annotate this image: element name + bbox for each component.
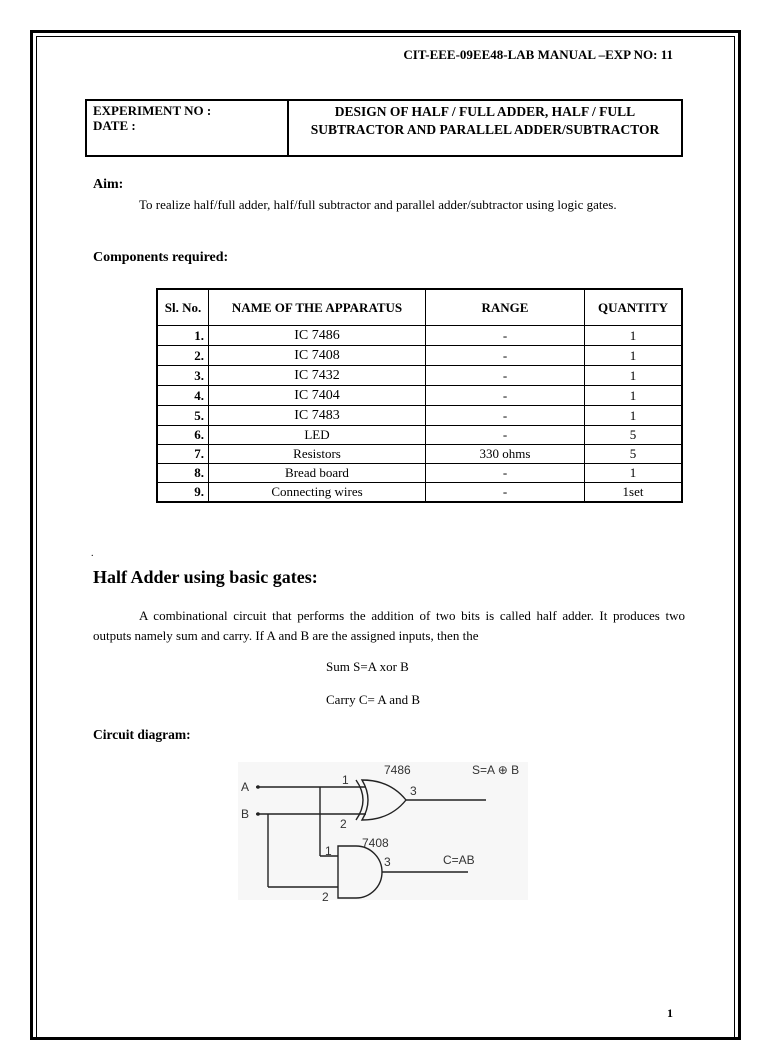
and-pin-1: 1 [325,844,332,858]
row-name: IC 7486 [209,325,426,345]
sum-equation: Sum S=A xor B [326,659,409,674]
row-range: - [426,365,585,385]
row-range: - [426,385,585,405]
table-row [157,405,682,425]
row-range: - [426,425,585,444]
row-sl: 5. [157,405,209,425]
row-qty: 1 [585,463,683,482]
row-range: - [426,405,585,425]
row-qty: 1 [585,405,683,425]
row-range: - [426,482,585,502]
and-ic-label: 7408 [362,836,389,850]
row-qty: 5 [585,444,683,463]
row-range: 330 ohms [426,444,585,463]
row-name: IC 7404 [209,385,426,405]
input-a-dot [256,785,260,789]
row-range: - [426,345,585,365]
aim-heading: Aim: [93,177,124,192]
row-name: LED [209,425,426,444]
experiment-meta-cell [87,101,289,155]
xor-ic-label: 7486 [384,763,411,777]
page-number: 1 [667,1006,673,1020]
experiment-no-label: EXPERIMENT NO : [93,103,212,118]
col-header-quantity: QUANTITY [585,289,683,325]
half-adder-heading: Half Adder using basic gates: [93,567,318,587]
row-name: IC 7483 [209,405,426,425]
and-pin-2: 2 [322,890,329,903]
row-qty: 1 [585,325,683,345]
row-qty: 1 [585,345,683,365]
stray-dot: . [91,548,94,559]
row-name: Resistors [209,444,426,463]
input-b-label: B [241,807,250,821]
row-sl: 4. [157,385,209,405]
row-qty: 1 [585,385,683,405]
row-sl: 9. [157,482,209,502]
manual-reference: CIT-EEE-09EE48-LAB MANUAL –EXP NO: 11 [403,47,673,62]
table-row [157,345,682,365]
xor-pin-1: 1 [342,773,349,787]
experiment-title: DESIGN OF HALF / FULL ADDER, HALF / FULL SUBTRACTOR AND PARALLEL ADDER/SUBTRACTOR [310,104,660,137]
experiment-header-table [85,99,683,157]
table-row [157,365,682,385]
row-name: Connecting wires [209,482,426,502]
row-sl: 1. [157,325,209,345]
table-row [157,325,682,345]
row-qty: 1set [585,482,683,502]
row-sl: 7. [157,444,209,463]
half-adder-circuit-diagram [228,758,538,903]
xor-pin-3: 3 [410,784,417,798]
col-header-range: RANGE [426,289,585,325]
and-pin-3: 3 [384,855,391,869]
row-name: Bread board [209,463,426,482]
table-row [157,463,682,482]
table-row [157,444,682,463]
row-qty: 5 [585,425,683,444]
xor-pin-2: 2 [340,817,347,831]
carry-output-label: C=AB [443,853,475,867]
row-sl: 6. [157,425,209,444]
date-label: DATE : [93,118,136,133]
table-row [157,425,682,444]
circuit-diagram-heading: Circuit diagram: [93,727,191,742]
sum-output-label: S=A ⊕ B [472,763,520,777]
components-table [156,288,683,503]
row-sl: 8. [157,463,209,482]
half-adder-paragraph: A combinational circuit that performs the addition of two bits is called half adder. It produces two outputs namely sum and carry. If A and B are the assigned inputs, then the [93,608,685,643]
row-name: IC 7408 [209,345,426,365]
row-range: - [426,325,585,345]
table-row [157,482,682,502]
row-qty: 1 [585,365,683,385]
row-sl: 2. [157,345,209,365]
row-name: IC 7432 [209,365,426,385]
table-row [157,385,682,405]
carry-equation: Carry C= A and B [326,692,420,707]
col-header-sl: Sl. No. [157,289,209,325]
input-a-label: A [241,780,250,794]
aim-text: To realize half/full adder, half/full subtractor and parallel adder/subtractor using logic gates. [139,197,617,212]
components-heading: Components required: [93,250,229,265]
row-sl: 3. [157,365,209,385]
row-range: - [426,463,585,482]
input-b-dot [256,812,260,816]
col-header-name: NAME OF THE APPARATUS [209,289,426,325]
